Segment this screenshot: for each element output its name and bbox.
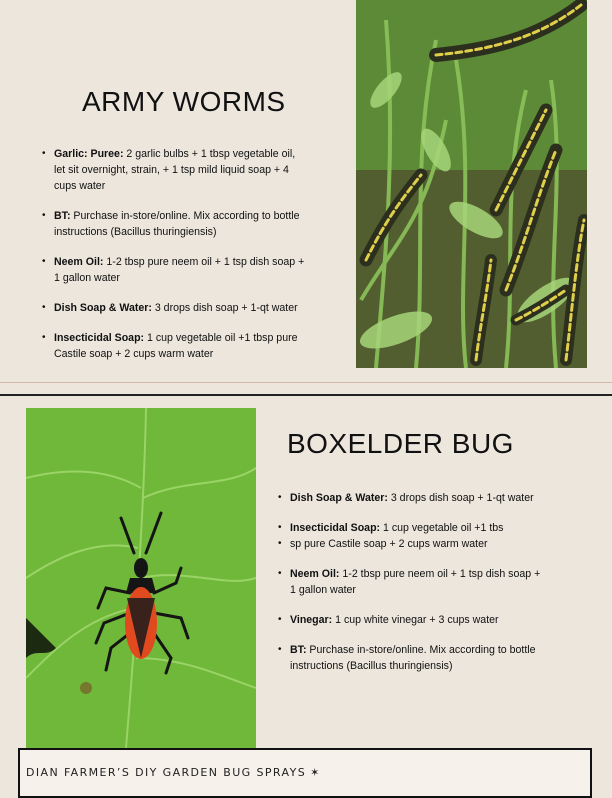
remedy-text: 2 garlic bulbs + 1 tbsp vegetable oil, bbox=[123, 148, 296, 160]
bullet: • bbox=[42, 332, 46, 343]
boxelder-bug-photo bbox=[26, 408, 256, 748]
remedy-bt bbox=[40, 208, 340, 240]
remedy-text: instructions (Bacillus thuringiensis) bbox=[290, 660, 453, 672]
remedy-label: Dish Soap & Water: bbox=[290, 492, 388, 504]
bug-on-leaf-illustration bbox=[26, 408, 256, 748]
boxelder-bug-section bbox=[0, 396, 612, 748]
remedy-text: Purchase in-store/online. Mix according to bottle bbox=[306, 644, 536, 656]
remedy-text: 1 cup vegetable oil +1 tbs bbox=[380, 522, 504, 534]
remedy-insecticidal-soap-cont bbox=[276, 536, 576, 552]
bullet: • bbox=[278, 644, 282, 655]
bullet: • bbox=[42, 148, 46, 159]
boxelder-bug-remedy-list bbox=[276, 490, 576, 688]
remedy-label: Neem Oil: bbox=[54, 256, 104, 268]
remedy-text: 1-2 tbsp pure neem oil + 1 tsp dish soap + bbox=[339, 568, 541, 580]
remedy-label: Dish Soap & Water: bbox=[54, 302, 152, 314]
remedy-label: Insecticidal Soap: bbox=[290, 522, 381, 534]
bullet: • bbox=[278, 614, 282, 625]
bullet: • bbox=[278, 522, 282, 533]
sparkle-icon: ✶ bbox=[310, 766, 321, 779]
remedy-text: instructions (Bacillus thuringiensis) bbox=[54, 226, 217, 238]
remedy-dish-soap bbox=[40, 300, 340, 316]
boxelder-bug-title: BOXELDER BUG bbox=[287, 428, 514, 459]
remedy-label: BT: bbox=[290, 644, 307, 656]
remedy-label: Vinegar: bbox=[290, 614, 333, 626]
bullet: • bbox=[42, 256, 46, 267]
army-worms-remedy-list bbox=[40, 146, 340, 376]
remedy-label: BT: bbox=[54, 210, 71, 222]
remedy-text: 3 drops dish soap + 1-qt water bbox=[387, 492, 534, 504]
remedy-text: 1 gallon water bbox=[290, 584, 356, 596]
footer-banner bbox=[18, 748, 592, 798]
remedy-text: 3 drops dish soap + 1-qt water bbox=[151, 302, 298, 314]
remedy-text: 1 gallon water bbox=[54, 272, 120, 284]
remedy-garlic bbox=[40, 146, 340, 194]
bullet: • bbox=[278, 492, 282, 503]
army-worms-title: ARMY WORMS bbox=[82, 86, 286, 117]
remedy-text: Purchase in-store/online. Mix according to bottle bbox=[70, 210, 300, 222]
remedy-dish-soap bbox=[276, 490, 576, 506]
army-worms-photo bbox=[356, 0, 587, 368]
remedy-insecticidal-soap bbox=[40, 330, 340, 362]
remedy-vinegar bbox=[276, 612, 576, 628]
remedy-text: 1-2 tbsp pure neem oil + 1 tsp dish soap + bbox=[103, 256, 305, 268]
remedy-insecticidal-soap bbox=[276, 520, 576, 536]
remedy-neem-oil bbox=[40, 254, 340, 286]
section-divider-light bbox=[0, 382, 612, 383]
caterpillars-illustration bbox=[356, 0, 587, 368]
remedy-label: Insecticidal Soap: bbox=[54, 332, 145, 344]
remedy-text: 1 cup vegetable oil +1 tbsp pure bbox=[144, 332, 298, 344]
army-worms-section bbox=[0, 0, 612, 380]
remedy-text: sp pure Castile soap + 2 cups warm water bbox=[290, 538, 488, 550]
remedy-bt bbox=[276, 642, 576, 674]
remedy-label: Neem Oil: bbox=[290, 568, 340, 580]
footer-text-row bbox=[26, 766, 321, 779]
remedy-text: 1 cup white vinegar + 3 cups water bbox=[332, 614, 499, 626]
remedy-neem-oil bbox=[276, 566, 576, 598]
footer-title: DIAN FARMER’S DIY GARDEN BUG SPRAYS bbox=[26, 766, 307, 779]
bullet: • bbox=[42, 210, 46, 221]
remedy-text: let sit overnight, strain, + 1 tsp mild liquid soap + 4 bbox=[54, 164, 289, 176]
remedy-label: Garlic: Puree: bbox=[54, 148, 124, 160]
bullet: • bbox=[42, 302, 46, 313]
remedy-text: cups water bbox=[54, 180, 106, 192]
bullet: • bbox=[278, 538, 282, 549]
bullet: • bbox=[278, 568, 282, 579]
remedy-text: Castile soap + 2 cups warm water bbox=[54, 348, 214, 360]
